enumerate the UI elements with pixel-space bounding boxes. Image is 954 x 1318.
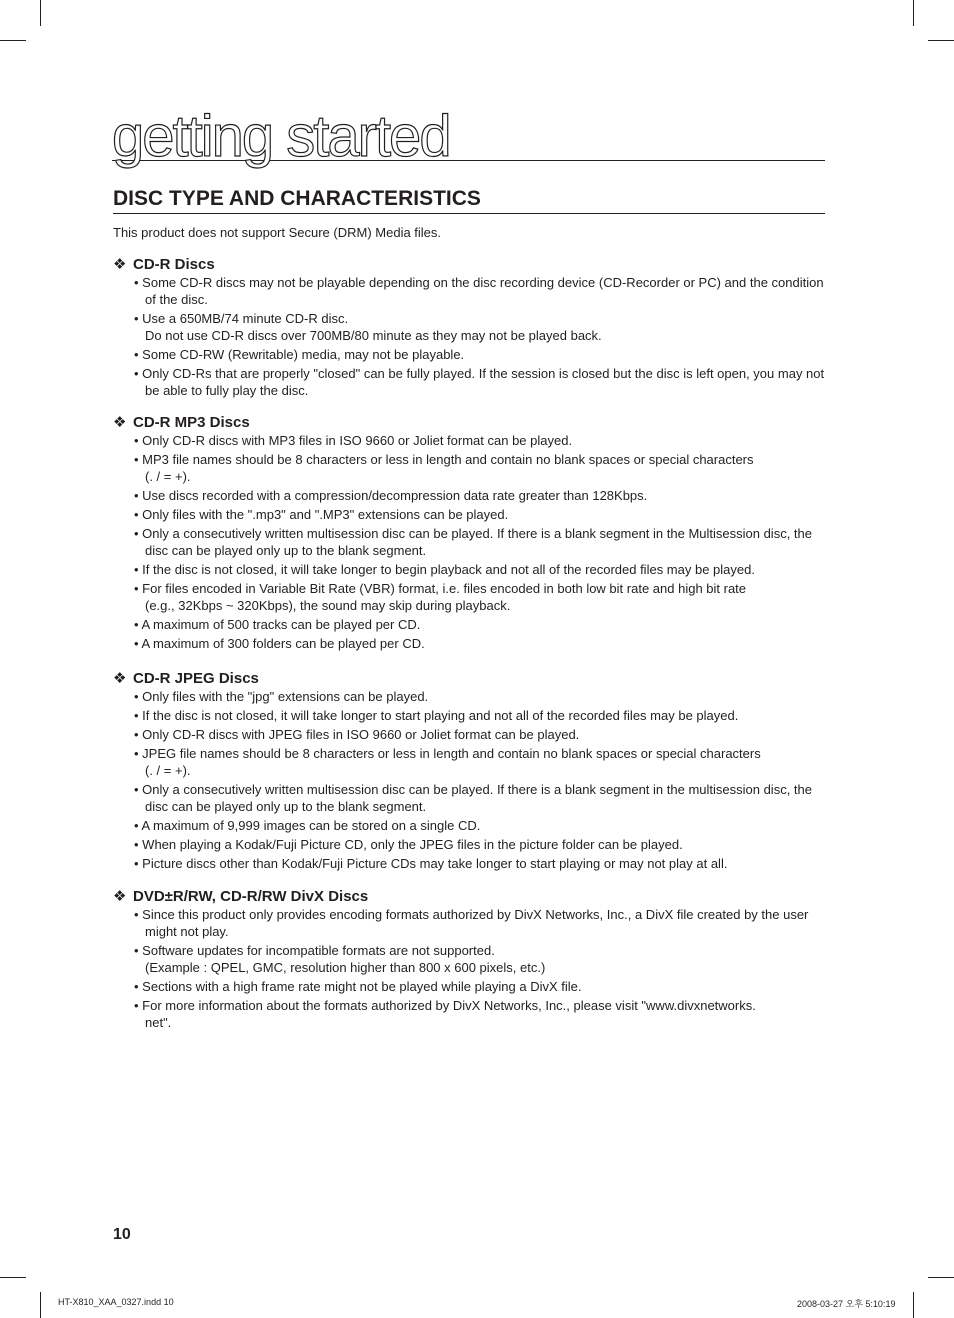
group-title: ❖ CD-R JPEG Discs — [113, 670, 259, 687]
group-title: ❖ CD-R MP3 Discs — [113, 414, 250, 431]
bullet-list — [113, 906, 825, 1031]
diamond-icon: ❖ — [113, 414, 127, 431]
list-item: • Only a consecutively written multisession disc can be played. If there is a blank segment in the multisession disc, the disc can be played only up to the blank segment. — [131, 781, 825, 815]
list-item: • Only a consecutively written multisession disc can be played. If there is a blank segment in the Multisession disc, the disc can be played only up to the blank segment. — [131, 525, 825, 559]
list-item: • Some CD-RW (Rewritable) media, may not be playable. — [131, 346, 825, 363]
list-item: • Use a 650MB/74 minute CD-R disc. Do not use CD-R discs over 700MB/80 minute as they may not be played back. — [131, 310, 825, 344]
list-item: • For more information about the formats authorized by DivX Networks, Inc., please visit "www.divxnetworks. net". — [131, 997, 825, 1031]
diamond-icon: ❖ — [113, 256, 127, 273]
group-title: ❖ DVD±R/RW, CD-R/RW DivX Discs — [113, 888, 369, 905]
list-item: • If the disc is not closed, it will take longer to begin playback and not all of the recorded files may be played. — [131, 561, 825, 578]
page-number: 10 — [113, 1226, 131, 1243]
group-title: ❖ CD-R Discs — [113, 256, 215, 273]
group-cd-r — [113, 256, 825, 401]
list-item: • Only CD-R discs with JPEG files in ISO 9660 or Joliet format can be played. — [131, 726, 825, 743]
diamond-icon: ❖ — [113, 670, 127, 687]
list-item: • Only files with the "jpg" extensions can be played. — [131, 688, 825, 705]
diamond-icon: ❖ — [113, 888, 127, 905]
bullet-list — [113, 274, 825, 399]
print-slug-file: HT-X810_XAA_0327.indd 10 — [58, 1297, 174, 1307]
crop-mark — [0, 40, 26, 41]
list-item: • Software updates for incompatible formats are not supported. (Example : QPEL, GMC, resolution higher than 800 x 600 pixels, etc.) — [131, 942, 825, 976]
crop-mark — [913, 1292, 914, 1318]
list-item: • Only CD-R discs with MP3 files in ISO 9660 or Joliet format can be played. — [131, 432, 825, 449]
list-item: • MP3 file names should be 8 characters or less in length and contain no blank spaces or special characters (. / = +). — [131, 451, 825, 485]
crop-mark — [928, 40, 954, 41]
list-item: • A maximum of 500 tracks can be played per CD. — [131, 616, 825, 633]
list-item: • JPEG file names should be 8 characters or less in length and contain no blank spaces or special characters (. / = +). — [131, 745, 825, 779]
crop-mark — [40, 0, 41, 26]
list-item: • Only files with the ".mp3" and ".MP3" extensions can be played. — [131, 506, 825, 523]
crop-mark — [40, 1292, 41, 1318]
list-item: • For files encoded in Variable Bit Rate (VBR) format, i.e. files encoded in both low bit rate and high bit rate (e.g., 32Kbps ~ 320Kbps), the sound may skip during playback. — [131, 580, 825, 614]
list-item: • Some CD-R discs may not be playable depending on the disc recording device (CD-Recorder or PC) and the condition of the disc. — [131, 274, 825, 308]
list-item: • Only CD-Rs that are properly "closed" can be fully played. If the session is closed but the disc is left open, you may not be able to fully play the disc. — [131, 365, 825, 399]
intro-text: This product does not support Secure (DRM) Media files. — [113, 225, 442, 240]
chapter-title: getting started — [112, 104, 450, 169]
crop-mark — [913, 0, 914, 26]
group-divx — [113, 888, 825, 1033]
crop-mark — [928, 1277, 954, 1278]
bullet-list — [113, 432, 825, 652]
section-heading: DISC TYPE AND CHARACTERISTICS — [113, 186, 825, 214]
list-item: • Since this product only provides encoding formats authorized by DivX Networks, Inc., a DivX file created by the user might not play. — [131, 906, 825, 940]
bullet-list — [113, 688, 825, 872]
group-cd-r-mp3 — [113, 414, 825, 654]
list-item: • When playing a Kodak/Fuji Picture CD, only the JPEG files in the picture folder can be played. — [131, 836, 825, 853]
list-item: • A maximum of 300 folders can be played per CD. — [131, 635, 825, 652]
list-item: • A maximum of 9,999 images can be stored on a single CD. — [131, 817, 825, 834]
group-cd-r-jpeg — [113, 670, 825, 874]
list-item: • If the disc is not closed, it will take longer to start playing and not all of the recorded files may be played. — [131, 707, 825, 724]
list-item: • Picture discs other than Kodak/Fuji Picture CDs may take longer to start playing or may not play at all. — [131, 855, 825, 872]
list-item: • Use discs recorded with a compression/decompression data rate greater than 128Kbps. — [131, 487, 825, 504]
list-item: • Sections with a high frame rate might not be played while playing a DivX file. — [131, 978, 825, 995]
crop-mark — [0, 1277, 26, 1278]
chapter-header — [112, 104, 825, 169]
print-slug-date: 2008-03-27 오후 5:10:19 — [797, 1299, 896, 1309]
